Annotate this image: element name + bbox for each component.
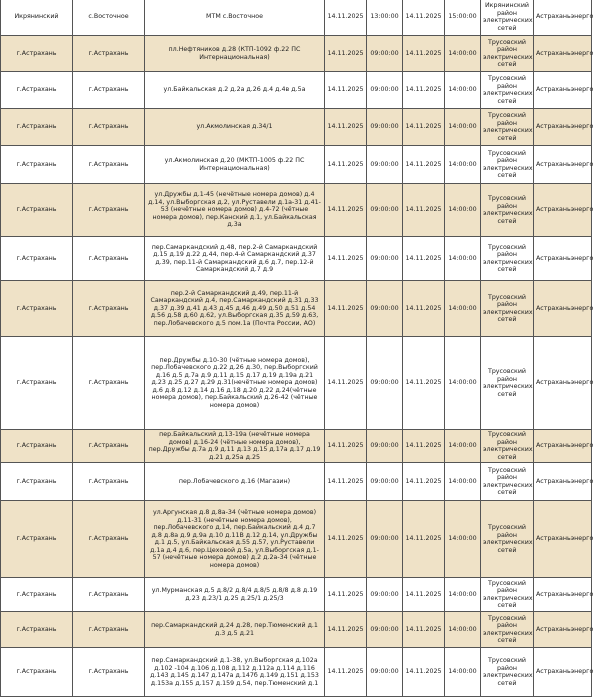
cell-district: г.Астрахань	[1, 237, 73, 281]
cell-district: г.Астрахань	[1, 109, 73, 146]
cell-time-to: 14:00:00	[445, 337, 481, 430]
table-row	[1, 36, 592, 72]
cell-time-from: 09:00:00	[367, 109, 403, 146]
cell-settlement: г.Астрахань	[73, 501, 145, 578]
cell-settlement: г.Астрахань	[73, 72, 145, 109]
cell-address: ул.Акмолинская д.20 (МКТП-1005 ф.22 ПС Интернациональная)	[145, 146, 325, 184]
cell-date-from: 14.11.2025	[325, 0, 367, 36]
cell-time-to: 14:00:00	[445, 36, 481, 72]
cell-time-from: 09:00:00	[367, 146, 403, 184]
cell-district: г.Астрахань	[1, 337, 73, 430]
cell-time-from: 09:00:00	[367, 237, 403, 281]
cell-network: Трусовский район электрических сетей	[481, 648, 534, 697]
cell-address: пер.Самаркандский д.48, пер.2-й Самаркандский д.15 д.19 д.22 д.44, пер.4-й Самаркандский д.37 д.39, пер.11-й Самаркандский д.6 д.7, пер.12-й Самаркандский д.7 д.9	[145, 237, 325, 281]
cell-time-to: 14:00:00	[445, 281, 481, 337]
cell-address: ул.Аргунская д.8 д.8а-34 (чётные номера домов) д.11-31 (нечётные номера домов), пер.Лобачевского д.14, пер.Байкальский д.4 д.7 д.8 д.8а д.9 д.9а д.10 д.11В д.12 д.14, ул.Дружбы д.1 д.5, ул.Байкальская д.55 д.57, ул.Руставели д.1а д.4 д.6, пер.Цеховой д.5а, ул.Выборгская д.1-57 (нечётные номера домов) д.2 д.2а-34 (чётные номера домов)	[145, 501, 325, 578]
cell-address: пер.Самаркандский д.1-38, ул.Выборгская д.102а д.102 -104 д.106 д.108 д.112 д.112а д.114 д.116 д.143 д.145 д.147 д.147а д.147б д.149 д.151 д.153 д.153а д.155 д.157 д.159 д.54, пер.Тюменский д.1	[145, 648, 325, 697]
cell-time-to: 14:00:00	[445, 578, 481, 612]
cell-date-from: 14.11.2025	[325, 337, 367, 430]
cell-company: Астраханьэнерго	[534, 237, 592, 281]
cell-settlement: г.Астрахань	[73, 463, 145, 501]
table-row	[1, 337, 592, 430]
cell-date-from: 14.11.2025	[325, 237, 367, 281]
table-row	[1, 463, 592, 501]
cell-district: г.Астрахань	[1, 501, 73, 578]
cell-district: г.Астрахань	[1, 648, 73, 697]
cell-district: Икрянинский	[1, 0, 73, 36]
cell-date-to: 14.11.2025	[403, 612, 445, 648]
cell-time-from: 09:00:00	[367, 648, 403, 697]
cell-date-from: 14.11.2025	[325, 648, 367, 697]
cell-district: г.Астрахань	[1, 72, 73, 109]
cell-district: г.Астрахань	[1, 578, 73, 612]
cell-settlement: г.Астрахань	[73, 146, 145, 184]
cell-time-from: 09:00:00	[367, 281, 403, 337]
cell-time-from: 09:00:00	[367, 337, 403, 430]
cell-date-to: 14.11.2025	[403, 184, 445, 237]
cell-company: Астраханьэнерго	[534, 72, 592, 109]
cell-address: ул.Байкальская д.2 д.2а д.26 д.4 д.4в д.5а	[145, 72, 325, 109]
table-row	[1, 184, 592, 237]
cell-date-to: 14.11.2025	[403, 430, 445, 463]
table-row	[1, 72, 592, 109]
cell-network: Трусовский район электрических сетей	[481, 36, 534, 72]
cell-date-from: 14.11.2025	[325, 146, 367, 184]
cell-time-to: 14:00:00	[445, 146, 481, 184]
cell-network: Трусовский район электрических сетей	[481, 501, 534, 578]
cell-settlement: г.Астрахань	[73, 281, 145, 337]
cell-settlement: г.Астрахань	[73, 430, 145, 463]
cell-date-from: 14.11.2025	[325, 184, 367, 237]
cell-date-to: 14.11.2025	[403, 0, 445, 36]
cell-time-from: 09:00:00	[367, 612, 403, 648]
table-row	[1, 648, 592, 697]
cell-network: Трусовский район электрических сетей	[481, 146, 534, 184]
cell-network: Трусовский район электрических сетей	[481, 578, 534, 612]
cell-district: г.Астрахань	[1, 146, 73, 184]
cell-date-from: 14.11.2025	[325, 612, 367, 648]
cell-address: пер.Самаркандский д.24 д.28, пер.Тюменский д.1 д.3 д.5 д.21	[145, 612, 325, 648]
table-row	[1, 237, 592, 281]
cell-settlement: г.Астрахань	[73, 237, 145, 281]
cell-time-to: 14:00:00	[445, 612, 481, 648]
cell-company: Астраханьэнерго	[534, 612, 592, 648]
cell-address: пер.Дружбы д.10-30 (чётные номера домов), пер.Лобачевского д.22 д.26 д.30, пер.Выборгский д.16 д.5 д.7а д.9 д.11 д.15 д.17 д.19 д.19а д.21 д.23 д.25 д.27 д.29 д.31(нечётные номера домов) д.6 д.8 д.12 д.14 д.16 д.18 д.20 д.22 д.24(чётные номера домов), пер.Байкальский д.26-42 (чётные номера домов)	[145, 337, 325, 430]
table-row	[1, 612, 592, 648]
cell-district: г.Астрахань	[1, 612, 73, 648]
cell-time-from: 09:00:00	[367, 463, 403, 501]
cell-date-from: 14.11.2025	[325, 501, 367, 578]
cell-date-from: 14.11.2025	[325, 72, 367, 109]
cell-date-to: 14.11.2025	[403, 146, 445, 184]
cell-company: Астраханьэнерго	[534, 281, 592, 337]
cell-address: пл.Нефтяников д.28 (КТП-1092 ф.22 ПС Интернациональная)	[145, 36, 325, 72]
cell-network: Икрянинский район электрических сетей	[481, 0, 534, 36]
cell-network: Трусовский район электрических сетей	[481, 612, 534, 648]
cell-time-to: 15:00:00	[445, 0, 481, 36]
cell-settlement: г.Астрахань	[73, 648, 145, 697]
cell-address: ул.Акмолинская д.34/1	[145, 109, 325, 146]
table-row	[1, 281, 592, 337]
cell-time-from: 09:00:00	[367, 72, 403, 109]
cell-time-from: 09:00:00	[367, 184, 403, 237]
cell-time-from: 09:00:00	[367, 430, 403, 463]
cell-company: Астраханьэнерго	[534, 430, 592, 463]
cell-time-from: 09:00:00	[367, 36, 403, 72]
cell-company: Астраханьэнерго	[534, 337, 592, 430]
cell-date-from: 14.11.2025	[325, 36, 367, 72]
cell-date-to: 14.11.2025	[403, 337, 445, 430]
cell-settlement: г.Астрахань	[73, 109, 145, 146]
cell-company: Астраханьэнерго	[534, 146, 592, 184]
table-row	[1, 430, 592, 463]
cell-settlement: г.Астрахань	[73, 184, 145, 237]
table-row	[1, 0, 592, 36]
cell-date-from: 14.11.2025	[325, 109, 367, 146]
cell-date-to: 14.11.2025	[403, 36, 445, 72]
table-row	[1, 146, 592, 184]
cell-time-to: 14:00:00	[445, 72, 481, 109]
cell-district: г.Астрахань	[1, 36, 73, 72]
cell-company: Астраханьэнерго	[534, 648, 592, 697]
table-body	[1, 0, 592, 697]
cell-settlement: г.Астрахань	[73, 337, 145, 430]
table-row	[1, 578, 592, 612]
cell-time-to: 14:00:00	[445, 501, 481, 578]
cell-company: Астраханьэнерго	[534, 501, 592, 578]
cell-company: Астраханьэнерго	[534, 463, 592, 501]
cell-address: пер.Лобачевского д.16 (Магазин)	[145, 463, 325, 501]
cell-date-to: 14.11.2025	[403, 72, 445, 109]
cell-date-from: 14.11.2025	[325, 578, 367, 612]
cell-address: пер.Байкальский д.13-19а (нечётные номера домов) д.16-24 (чётные номера домов), пер.Дружбы д.7а д.9 д.11 д.13 д.15 д.17а д.17 д.19 д.21 д.25а д.25	[145, 430, 325, 463]
cell-address: ул.Дружбы д.1-45 (нечётные номера домов) д.4 д.14, ул.Выборгская д.2, ул.Руставели д.1а-31 д.41-53 (нечётные номера домов) д.4-72 (чётные номера домов), пер.Канский д.1, ул.Байкальская д.3а	[145, 184, 325, 237]
cell-district: г.Астрахань	[1, 184, 73, 237]
cell-date-to: 14.11.2025	[403, 109, 445, 146]
cell-company: Астраханьэнерго	[534, 36, 592, 72]
cell-time-to: 14:00:00	[445, 109, 481, 146]
cell-network: Трусовский район электрических сетей	[481, 109, 534, 146]
cell-address: пер.2-й Самаркандский д.49, пер.11-й Самаркандский д.4, пер.Самаркандский д.31 д.33 д.37 д.39 д.41 д.43 д.45 д.46 д.49 д.50 д.51 д.54 д.56 д.58 д.60 д.62, ул.Выборгская д.35 д.59 д.63, пер.Лобачевского д.5 пом.1а (Почта России, АО)	[145, 281, 325, 337]
cell-time-to: 14:00:00	[445, 648, 481, 697]
cell-company: Астраханьэнерго	[534, 109, 592, 146]
table-row	[1, 501, 592, 578]
cell-settlement: г.Астрахань	[73, 612, 145, 648]
cell-district: г.Астрахань	[1, 463, 73, 501]
cell-settlement: с.Восточное	[73, 0, 145, 36]
table-row	[1, 109, 592, 146]
cell-time-from: 09:00:00	[367, 578, 403, 612]
cell-time-to: 14:00:00	[445, 463, 481, 501]
cell-network: Трусовский район электрических сетей	[481, 237, 534, 281]
cell-network: Трусовский район электрических сетей	[481, 281, 534, 337]
cell-time-from: 09:00:00	[367, 501, 403, 578]
cell-date-to: 14.11.2025	[403, 578, 445, 612]
cell-address: ул.Мурманская д.5 д.8/2 д.8/4 д.8/5 д.8/8 д.8 д.19 д.23 д.23/1 д.25 д.25/1 д.25/3	[145, 578, 325, 612]
cell-date-to: 14.11.2025	[403, 237, 445, 281]
cell-district: г.Астрахань	[1, 281, 73, 337]
cell-date-to: 14.11.2025	[403, 501, 445, 578]
cell-company: Астраханьэнерго	[534, 0, 592, 36]
cell-time-to: 14:00:00	[445, 430, 481, 463]
cell-date-to: 14.11.2025	[403, 648, 445, 697]
cell-date-to: 14.11.2025	[403, 463, 445, 501]
cell-company: Астраханьэнерго	[534, 578, 592, 612]
cell-date-from: 14.11.2025	[325, 463, 367, 501]
cell-network: Трусовский район электрических сетей	[481, 72, 534, 109]
cell-network: Трусовский район электрических сетей	[481, 184, 534, 237]
cell-time-from: 13:00:00	[367, 0, 403, 36]
cell-time-to: 14:00:00	[445, 184, 481, 237]
cell-network: Трусовский район электрических сетей	[481, 337, 534, 430]
cell-address: МТМ с.Восточное	[145, 0, 325, 36]
cell-company: Астраханьэнерго	[534, 184, 592, 237]
cell-district: г.Астрахань	[1, 430, 73, 463]
cell-date-to: 14.11.2025	[403, 281, 445, 337]
cell-network: Трусовский район электрических сетей	[481, 463, 534, 501]
cell-time-to: 14:00:00	[445, 237, 481, 281]
cell-date-from: 14.11.2025	[325, 430, 367, 463]
cell-settlement: г.Астрахань	[73, 36, 145, 72]
cell-settlement: г.Астрахань	[73, 578, 145, 612]
cell-network: Трусовский район электрических сетей	[481, 430, 534, 463]
cell-date-from: 14.11.2025	[325, 281, 367, 337]
